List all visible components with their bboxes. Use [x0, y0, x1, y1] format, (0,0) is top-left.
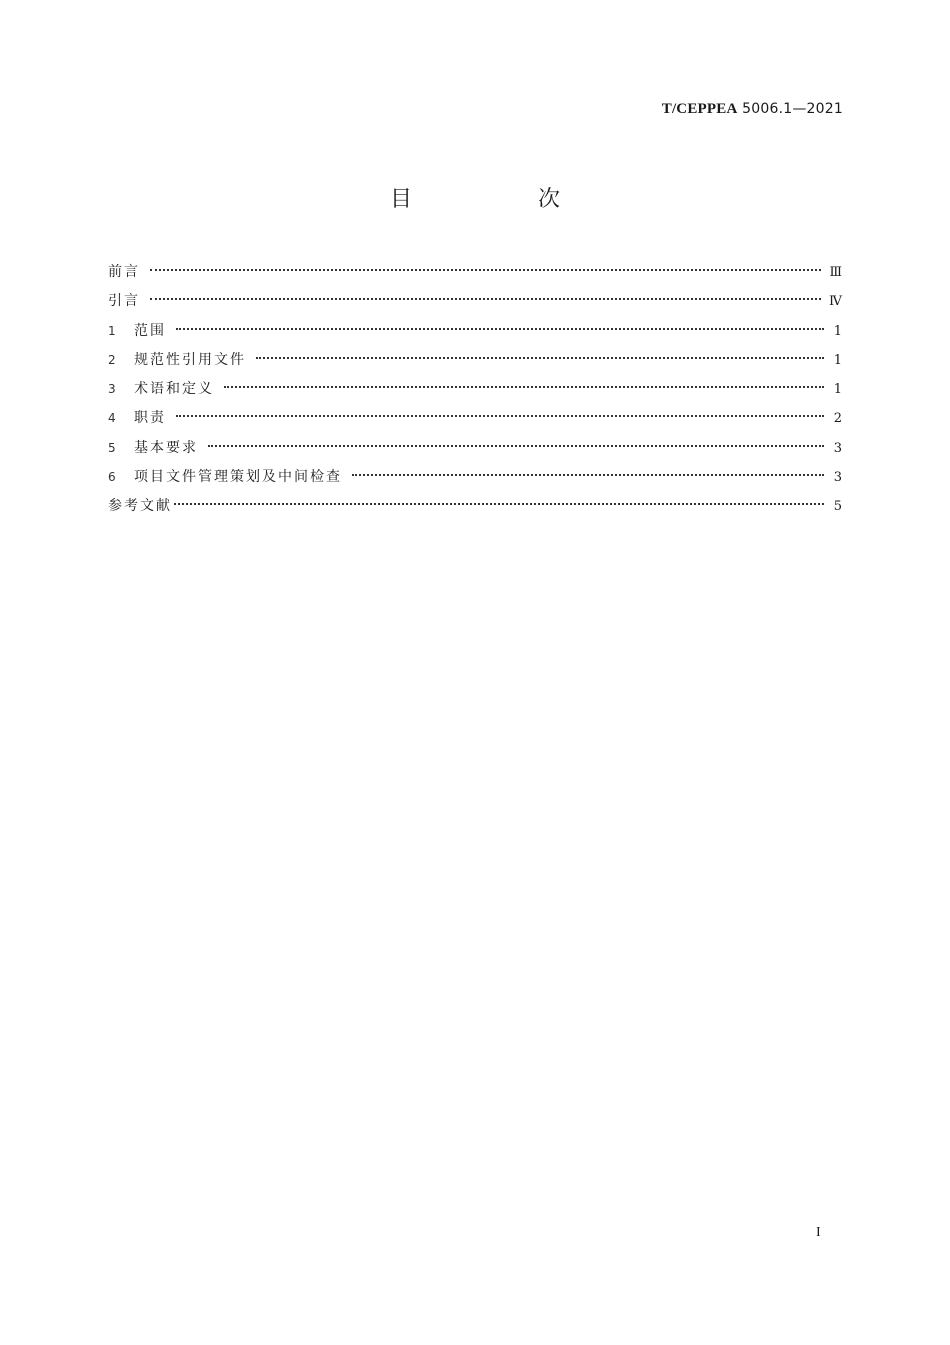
toc-leader-dots: [150, 269, 821, 271]
toc-leader-dots: [176, 328, 824, 330]
toc-leader-dots: [208, 445, 824, 447]
toc-entry-foreword[interactable]: [108, 262, 842, 291]
toc-entry-responsibilities[interactable]: [108, 408, 842, 437]
page-number: I: [816, 1225, 821, 1240]
toc-entry-introduction[interactable]: [108, 291, 842, 320]
toc-leader-dots: [224, 386, 824, 388]
toc-entry-number: 4: [108, 411, 116, 426]
toc-leader-dots: [174, 503, 824, 505]
toc-entry-label: 引言: [108, 293, 140, 310]
toc-entry-label: 前言: [108, 264, 140, 280]
toc-entry-number: 6: [108, 470, 116, 485]
toc-leader-dots: [352, 474, 824, 476]
toc-entry-page: Ⅲ: [829, 265, 842, 280]
toc-entry-label: 规范性引用文件: [134, 351, 246, 368]
toc-entry-page: Ⅳ: [829, 294, 842, 310]
toc-entry-page: 1: [833, 382, 842, 398]
toc-entry-label: 职责: [134, 410, 166, 427]
toc-entry-number: 2: [108, 352, 116, 367]
toc-entry-page: 5: [833, 499, 842, 515]
toc-entry-planning-inspection[interactable]: [108, 467, 842, 496]
toc-entry-page: 3: [833, 470, 842, 486]
document-code-number: 5006.1—2021: [742, 101, 843, 117]
toc-entry-page: 1: [833, 323, 842, 339]
toc-entry-page: 3: [833, 440, 842, 456]
toc-entry-scope[interactable]: [108, 321, 842, 350]
toc-entry-number: 1: [108, 323, 116, 338]
toc-leader-dots: [176, 415, 824, 417]
toc-list: [108, 262, 842, 526]
document-code: [662, 101, 843, 118]
toc-entry-number: 5: [108, 440, 116, 455]
toc-leader-dots: [256, 357, 824, 359]
toc-title: 目 次: [389, 187, 612, 212]
toc-entry-label: 项目文件管理策划及中间检查: [134, 469, 342, 486]
toc-entry-label: 基本要求: [134, 439, 198, 456]
toc-entry-normative-references[interactable]: [108, 350, 842, 379]
toc-entry-label: 范围: [134, 322, 166, 339]
toc-entry-page: 2: [833, 411, 842, 427]
toc-leader-dots: [150, 298, 821, 300]
toc-entry-number: 3: [108, 382, 116, 397]
toc-entry-label: 参考文献: [108, 498, 172, 515]
toc-entry-bibliography[interactable]: [108, 496, 842, 525]
toc-entry-page: 1: [833, 352, 842, 368]
document-code-prefix: T/CEPPEA: [661, 101, 738, 117]
toc-entry-label: 术语和定义: [134, 381, 214, 398]
toc-entry-terms-definitions[interactable]: [108, 379, 842, 408]
toc-entry-basic-requirements[interactable]: [108, 438, 842, 467]
